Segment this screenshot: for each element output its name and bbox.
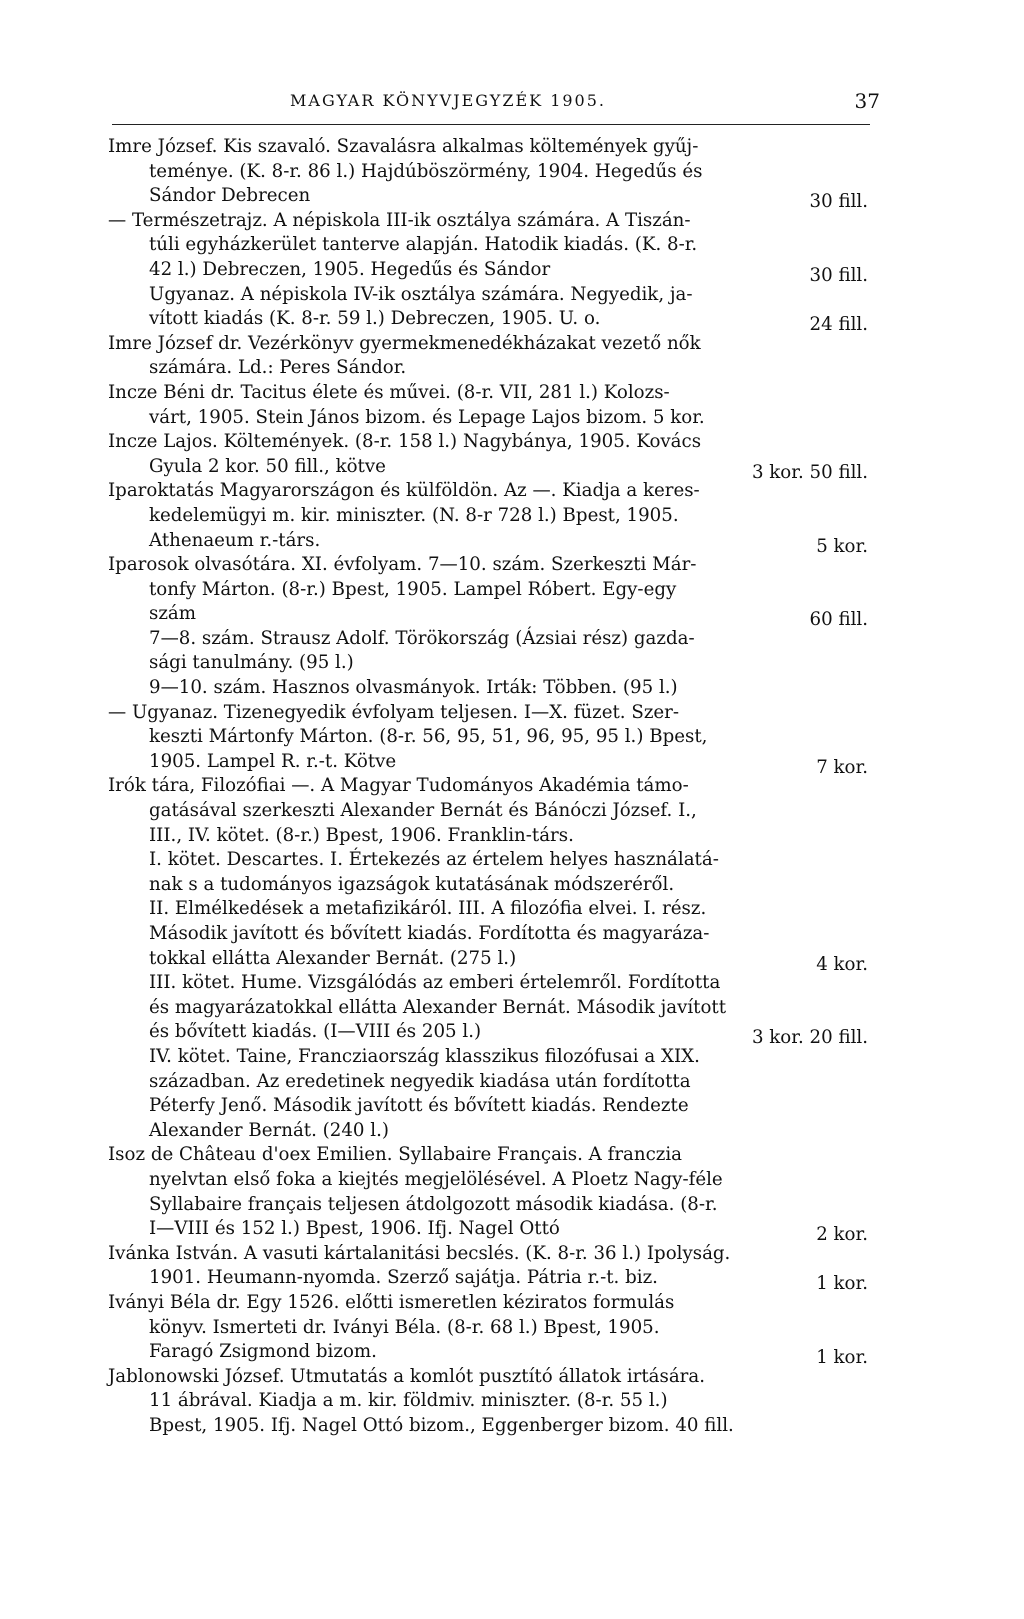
entry-line <box>108 160 868 185</box>
entry-text: kedelemügyi m. kir. miniszter. (N. 8-r 728 l.) Bpest, 1905. <box>149 504 679 526</box>
entry-text: Sándor Debrecen <box>149 185 311 207</box>
entry-text: IV. kötet. Taine, Francziaország klasszikus filozófusai a XIX. <box>149 1045 700 1067</box>
entry-line <box>108 209 868 234</box>
entry-text: túli egyházkerület tanterve alapján. Hatodik kiadás. (K. 8-r. <box>149 234 698 256</box>
entry-line <box>108 406 868 431</box>
entry-line <box>108 258 868 286</box>
entry-text: Imre József dr. Vezérkönyv gyermekmenedékházakat vezető nők <box>108 332 701 354</box>
entry-text: tonfy Márton. (8-r.) Bpest, 1905. Lampel Róbert. Egy-egy <box>149 578 677 600</box>
entry-line <box>108 529 868 557</box>
entry-text: szám <box>149 603 197 625</box>
entry-price: 7 kor. <box>816 756 868 778</box>
entry-text: — Természetrajz. A népiskola III-ik osztálya számára. A Tiszán- <box>108 209 691 231</box>
entry-line <box>108 332 868 357</box>
entry-text: III., IV. kötet. (8-r.) Bpest, 1906. Franklin-társ. <box>149 824 574 846</box>
entry-text: teménye. (K. 8-r. 86 l.) Hajdúböszörmény, 1904. Hegedűs és <box>149 160 703 182</box>
entry-text: könyv. Ismerteti dr. Iványi Béla. (8-r. 68 l.) Bpest, 1905. <box>149 1316 660 1338</box>
entry-line <box>108 1168 868 1193</box>
entry-price: 60 fill. <box>809 609 868 631</box>
entry-text: Második javított és bővített kiadás. Fordította és magyaráza- <box>149 923 710 944</box>
entry-text: Iparosok olvasótára. XI. évfolyam. 7—10. szám. Szerkeszti Már- <box>108 554 697 576</box>
entry-text: keszti Mártonfy Márton. (8-r. 56, 95, 51, 96, 95, 95 l.) Bpest, <box>149 726 708 748</box>
entry-price: 1 kor. <box>816 1273 868 1295</box>
entry-line <box>108 824 868 849</box>
entry-line <box>108 504 868 529</box>
entry-line <box>108 1094 868 1119</box>
entry-text: Imre József. Kis szavaló. Szavalásra alkalmas költemények gyűj- <box>108 136 699 157</box>
entry-line <box>108 233 868 258</box>
entry-line <box>108 971 868 996</box>
entry-line <box>108 455 868 483</box>
entry-line <box>108 283 868 308</box>
entry-line <box>108 996 868 1021</box>
entry-line <box>108 1389 868 1414</box>
entry-text: Irók tára, Filozófiai —. A Magyar Tudományos Akadémia támo- <box>108 775 689 797</box>
entry-line <box>108 1193 868 1218</box>
entry-line <box>108 873 868 898</box>
entry-line <box>108 1070 868 1095</box>
entry-text: században. Az eredetinek negyedik kiadása után fordította <box>149 1070 691 1092</box>
entry-text: Gyula 2 kor. 50 fill., kötve <box>149 455 386 477</box>
entry-price: 24 fill. <box>809 314 868 336</box>
entry-line <box>108 1365 868 1390</box>
entry-text: vított kiadás (K. 8-r. 59 l.) Debreczen, 1905. U. o. <box>149 308 601 330</box>
entry-text: és magyarázatokkal ellátta Alexander Bernát. Második javított <box>149 996 727 1018</box>
entry-text: Isoz de Château d'oex Emilien. Syllabaire Français. A franczia <box>108 1144 682 1166</box>
entry-line <box>108 1143 868 1168</box>
entry-text: tokkal ellátta Alexander Bernát. (275 l.) <box>149 947 517 969</box>
entry-price: 3 kor. 20 fill. <box>751 1027 868 1049</box>
entry-text: Alexander Bernát. (240 l.) <box>149 1119 389 1141</box>
entry-line <box>108 676 868 701</box>
entry-price: 1 kor. <box>816 1347 868 1369</box>
entry-text: nak s a tudományos igazságok kutatásának módszeréről. <box>149 873 675 895</box>
entry-line <box>108 381 868 406</box>
entry-line <box>108 1340 868 1369</box>
page-number: 37 <box>854 89 880 113</box>
entry-line <box>108 1119 868 1144</box>
entry-text: számára. Ld.: Peres Sándor. <box>149 357 407 379</box>
running-header <box>290 89 880 113</box>
entry-text: II. Elmélkedések a metafizikáról. III. A filozófia elvei. I. rész. <box>149 898 707 920</box>
entry-price: 3 kor. 50 fill. <box>751 461 868 483</box>
entry-line <box>108 627 868 652</box>
entry-text: Athenaeum r.-társ. <box>149 529 321 551</box>
entry-text: Ugyanaz. A népiskola IV-ik osztálya számára. Negyedik, ja- <box>149 283 693 305</box>
entry-line <box>108 135 868 160</box>
entry-line <box>108 307 868 336</box>
entry-line <box>108 750 868 778</box>
entry-text: Faragó Zsigmond bizom. <box>149 1341 377 1363</box>
entry-line <box>108 1266 868 1295</box>
entry-line <box>108 897 868 922</box>
entry-line <box>108 1020 868 1049</box>
entry-price: 30 fill. <box>809 191 868 213</box>
entry-text: 7—8. szám. Strausz Adolf. Törökország (Ázsiai rész) gazda- <box>149 627 695 649</box>
header-rule <box>112 124 870 125</box>
entry-text: — Ugyanaz. Tizenegyedik évfolyam teljesen. I—X. füzet. Szer- <box>108 701 680 723</box>
entry-line <box>108 922 868 947</box>
entry-line <box>108 651 868 676</box>
entry-text: nyelvtan első foka a kiejtés megjelölésével. A Ploetz Nagy-féle <box>149 1168 723 1190</box>
entry-line <box>108 1242 868 1267</box>
entry-price: 5 kor. <box>816 535 868 557</box>
entry-line <box>108 1217 868 1246</box>
entry-text: 11 ábrával. Kiadja a m. kir. földmiv. miniszter. (8-r. 55 l.) <box>149 1390 668 1412</box>
entry-line <box>108 578 868 603</box>
entry-text: 9—10. szám. Hasznos olvasmányok. Irták: Többen. (95 l.) <box>149 677 678 699</box>
entry-line <box>108 356 868 381</box>
entry-line <box>108 602 868 631</box>
entry-text: várt, 1905. Stein János bizom. és Lepage Lajos bizom. 5 kor. <box>149 406 705 428</box>
bibliography-column <box>108 135 868 1438</box>
entry-text: Syllabaire français teljesen átdolgozott második kiadása. (8-r. <box>149 1193 718 1215</box>
entry-text: Péterfy Jenő. Második javított és bővített kiadás. Rendezte <box>149 1095 689 1117</box>
entry-line <box>108 947 868 975</box>
entry-price: 4 kor. <box>816 953 868 975</box>
entry-text: 42 l.) Debreczen, 1905. Hegedűs és Sándor <box>149 258 551 280</box>
entry-line <box>108 184 868 213</box>
entry-line <box>108 701 868 726</box>
entry-text: Ivánka István. A vasuti kártalanitási becslés. (K. 8-r. 36 l.) Ipolyság. <box>108 1242 731 1264</box>
entry-text: III. kötet. Hume. Vizsgálódás az emberi értelemről. Fordította <box>149 972 721 994</box>
entry-price: 30 fill. <box>809 264 868 286</box>
entry-text: Iparoktatás Magyarországon és külföldön. Az —. Kiadja a keres- <box>108 480 700 502</box>
entry-line <box>108 1045 868 1070</box>
entry-text: Jablonowski József. Utmutatás a komlót pusztító állatok irtására. <box>108 1365 705 1387</box>
entry-line <box>108 725 868 750</box>
entry-line <box>108 430 868 455</box>
entry-text: I—VIII és 152 l.) Bpest, 1906. Ifj. Nagel Ottó <box>149 1218 560 1240</box>
entry-text: Incze Béni dr. Tacitus élete és művei. (8-r. VII, 281 l.) Kolozs- <box>108 381 670 403</box>
entry-line <box>108 479 868 504</box>
entry-text: és bővített kiadás. (I—VIII és 205 l.) <box>149 1021 482 1043</box>
entry-line <box>108 1291 868 1316</box>
entry-price: 2 kor. <box>816 1224 868 1246</box>
entry-text: 1905. Lampel R. r.-t. Kötve <box>149 750 397 772</box>
entry-text: Bpest, 1905. Ifj. Nagel Ottó bizom., Eggenberger bizom. 40 fill. <box>149 1414 734 1436</box>
entry-line <box>108 799 868 824</box>
entry-line <box>108 774 868 799</box>
entry-line <box>108 553 868 578</box>
entry-text: sági tanulmány. (95 l.) <box>149 652 354 674</box>
header-title: MAGYAR KÖNYVJEGYZÉK 1905. <box>290 91 606 110</box>
entry-line <box>108 848 868 873</box>
entry-line <box>108 1414 868 1439</box>
entry-text: gatásával szerkeszti Alexander Bernát és Bánóczi József. I., <box>149 800 697 822</box>
entry-text: Iványi Béla dr. Egy 1526. előtti ismeretlen kéziratos formulás <box>108 1291 675 1313</box>
entry-text: I. kötet. Descartes. I. Értekezés az értelem helyes használatá- <box>149 849 719 871</box>
entry-line <box>108 1316 868 1341</box>
entry-text: Incze Lajos. Költemények. (8-r. 158 l.) Nagybánya, 1905. Kovács <box>108 431 702 453</box>
entry-text: 1901. Heumann-nyomda. Szerző sajátja. Pátria r.-t. biz. <box>149 1267 658 1289</box>
